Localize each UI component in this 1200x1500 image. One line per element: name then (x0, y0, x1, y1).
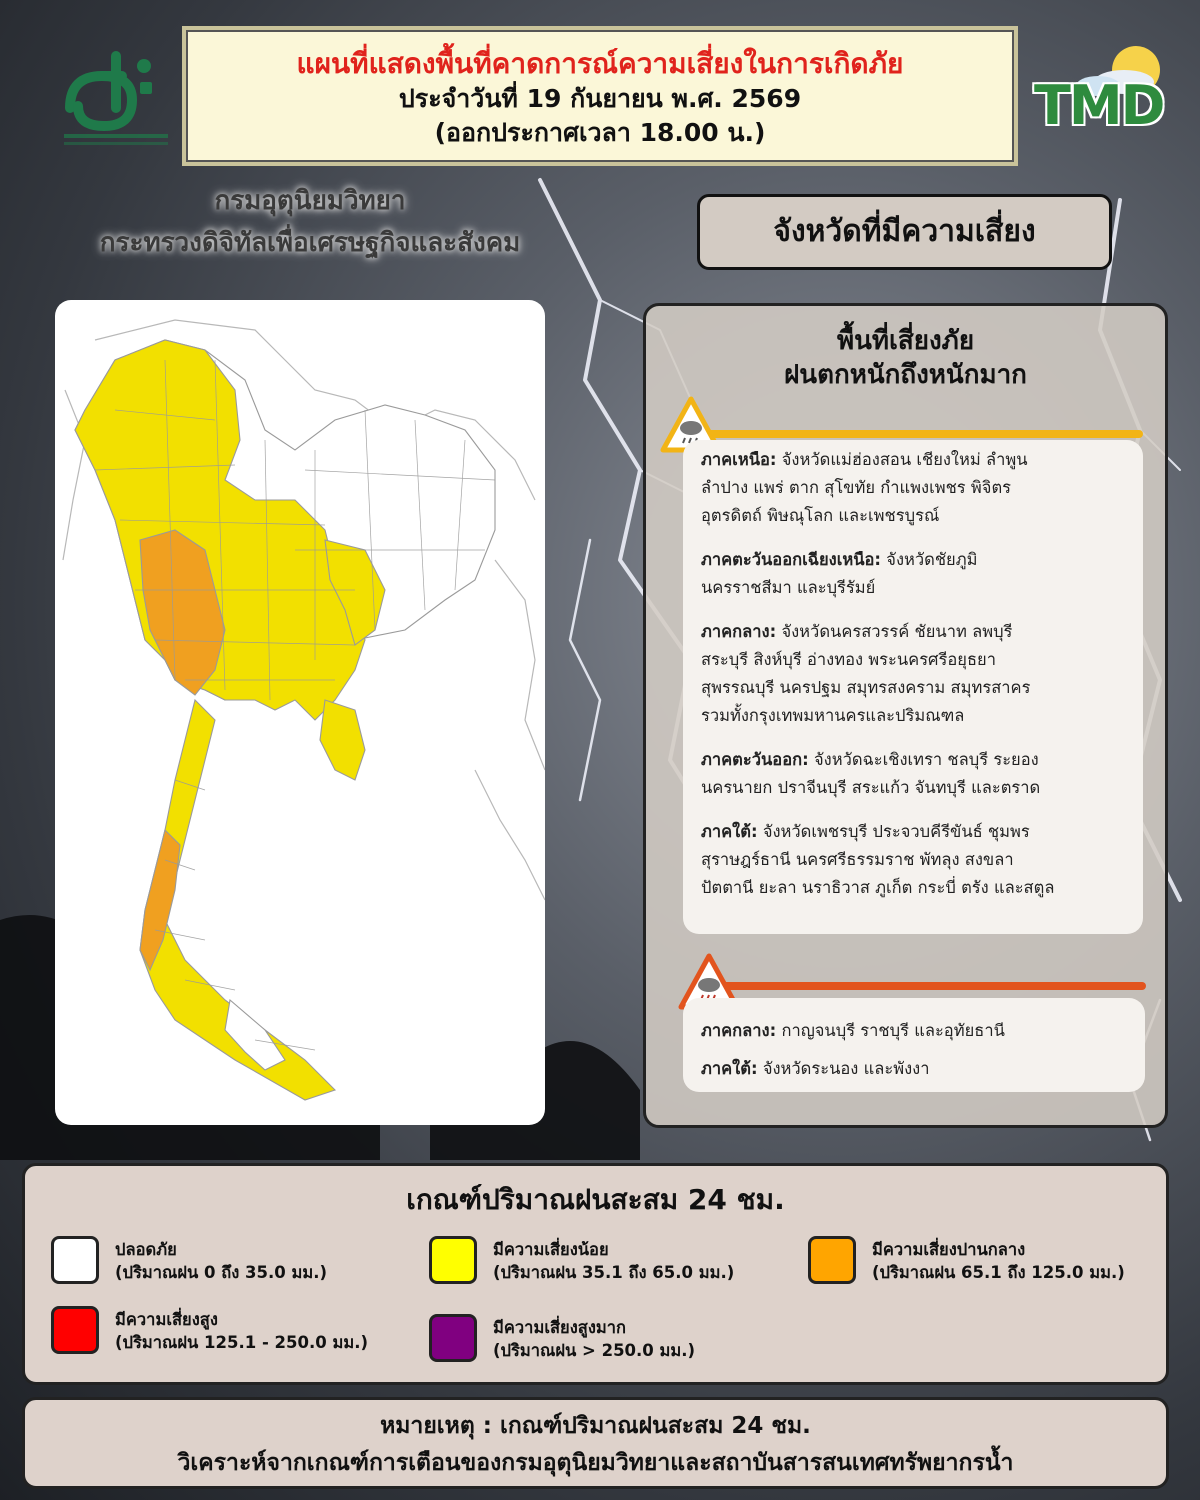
legend-item-very-high (493, 1316, 695, 1362)
legend-swatch-high (51, 1306, 99, 1354)
ministry-logo-icon (60, 48, 172, 148)
low-risk-east (701, 746, 1127, 802)
region-name: ภาคตะวันออกเฉียงเหนือ: (701, 550, 882, 569)
region-name: ภาคใต้: (701, 1059, 758, 1078)
low-risk-northeast (701, 546, 1127, 602)
legend-item-high (115, 1308, 368, 1354)
legend-item-safe (115, 1238, 327, 1284)
legend-title: เกณฑ์ปริมาณฝนสะสม 24 ชม. (406, 1183, 785, 1216)
province-line: นครราชสีมา และบุรีรัมย์ (701, 578, 876, 597)
region-name: ภาคกลาง: (701, 1021, 777, 1040)
department-name: กรมอุตุนิยมวิทยา (214, 186, 406, 216)
panel-title-line1: พื้นที่เสี่ยงภัย (836, 326, 975, 356)
province-line: สระบุรี สิงห์บุรี อ่างทอง พระนครศรีอยุธยา (701, 650, 996, 669)
province-line: จังหวัดนครสวรรค์ ชัยนาท ลพบุรี (781, 622, 1013, 641)
title-date: ประจำวันที่ 19 กันยายน พ.ศ. 2569 (398, 84, 802, 113)
province-line: จังหวัดระนอง และพังงา (762, 1059, 930, 1078)
legend-range: (ปริมาณฝน > 250.0 มม.) (493, 1341, 696, 1360)
region-name: ภาคใต้: (701, 822, 758, 841)
tmd-logo (1028, 40, 1178, 140)
medium-risk-list (683, 998, 1145, 1092)
province-line: จังหวัดแม่ฮ่องสอน เชียงใหม่ ลำพูน (781, 450, 1028, 469)
region-name: ภาคเหนือ: (701, 450, 777, 469)
province-line: สุพรรณบุรี นครปฐม สมุทรสงคราม สมุทรสาคร (701, 678, 1031, 697)
province-line: อุตรดิตถ์ พิษณุโลก และเพชรบูรณ์ (701, 506, 940, 525)
region-name: ภาคตะวันออก: (701, 750, 809, 769)
page-title: แผนที่แสดงพื้นที่คาดการณ์ความเสี่ยงในการเกิดภัย (296, 47, 904, 80)
title-box (186, 30, 1014, 162)
legend-range: (ปริมาณฝน 35.1 ถึง 65.0 มม.) (493, 1263, 735, 1282)
legend-swatch-very-high (429, 1314, 477, 1362)
legend-swatch-medium (808, 1236, 856, 1284)
panel-title-line2: ฝนตกหนักถึงหนักมาก (784, 360, 1027, 390)
legend-item-low (493, 1238, 734, 1284)
province-line: ลำปาง แพร่ ตาก สุโขทัย กำแพงเพชร พิจิตร (701, 478, 1012, 497)
province-line: ปัตตานี ยะลา นราธิวาส ภูเก็ต กระบี่ ตรัง และสตูล (701, 878, 1055, 897)
ministry-name: กระทรวงดิจิทัลเพื่อเศรษฐกิจและสังคม (99, 228, 521, 258)
province-line: นครนายก ปราจีนบุรี สระแก้ว จันทบุรี และตราด (701, 778, 1041, 797)
province-line: จังหวัดฉะเชิงเทรา ชลบุรี ระยอง (813, 750, 1039, 769)
low-risk-north (701, 446, 1127, 530)
legend-swatch-safe (51, 1236, 99, 1284)
province-line: สุราษฎร์ธานี นครศรีธรรมราช พัทลุง สงขลา (701, 850, 1014, 869)
department-label (30, 180, 590, 264)
title-issue-time: (ออกประกาศเวลา 18.00 น.) (434, 118, 766, 147)
medium-risk-central (701, 1012, 1129, 1050)
risk-map (55, 300, 545, 1125)
legend-range: (ปริมาณฝน 0 ถึง 35.0 มม.) (115, 1263, 328, 1282)
footnote (22, 1397, 1169, 1489)
low-risk-central (701, 618, 1127, 730)
thailand-map (55, 300, 545, 1125)
risk-provinces-header: จังหวัดที่มีความเสี่ยง (697, 194, 1112, 270)
legend-range: (ปริมาณฝน 65.1 ถึง 125.0 มม.) (872, 1263, 1125, 1282)
legend-label: มีความเสี่ยงน้อย (493, 1240, 609, 1259)
province-line: รวมทั้งกรุงเทพมหานครและปริมณฑล (701, 706, 965, 725)
map-low-risk-southeast (320, 700, 365, 780)
tmd-logo-text: TMD (1034, 74, 1164, 137)
legend-swatch-low (429, 1236, 477, 1284)
legend-label: ปลอดภัย (115, 1240, 177, 1259)
legend-label: มีความเสี่ยงปานกลาง (872, 1240, 1026, 1259)
low-risk-south (701, 818, 1127, 902)
medium-risk-south (701, 1050, 1129, 1088)
legend (22, 1163, 1169, 1385)
low-risk-stripe (705, 430, 1143, 438)
province-line: จังหวัดชัยภูมิ (886, 550, 978, 569)
low-risk-list (683, 440, 1143, 934)
medium-risk-stripe (710, 982, 1146, 990)
footnote-line1: หมายเหตุ : เกณฑ์ปริมาณฝนสะสม 24 ชม. (380, 1413, 811, 1439)
region-name: ภาคกลาง: (701, 622, 777, 641)
footnote-line2: วิเคราะห์จากเกณฑ์การเตือนของกรมอุตุนิยมวิทยาและสถาบันสารสนเทศทรัพยากรน้ำ (177, 1450, 1014, 1476)
province-line: กาญจนบุรี ราชบุรี และอุทัยธานี (781, 1021, 1005, 1040)
panel-title (646, 324, 1165, 392)
legend-range: (ปริมาณฝน 125.1 - 250.0 มม.) (115, 1333, 369, 1352)
legend-item-medium (872, 1238, 1125, 1284)
province-line: จังหวัดเพชรบุรี ประจวบคีรีขันธ์ ชุมพร (762, 822, 1030, 841)
legend-label: มีความเสี่ยงสูง (115, 1310, 218, 1329)
legend-label: มีความเสี่ยงสูงมาก (493, 1318, 627, 1337)
